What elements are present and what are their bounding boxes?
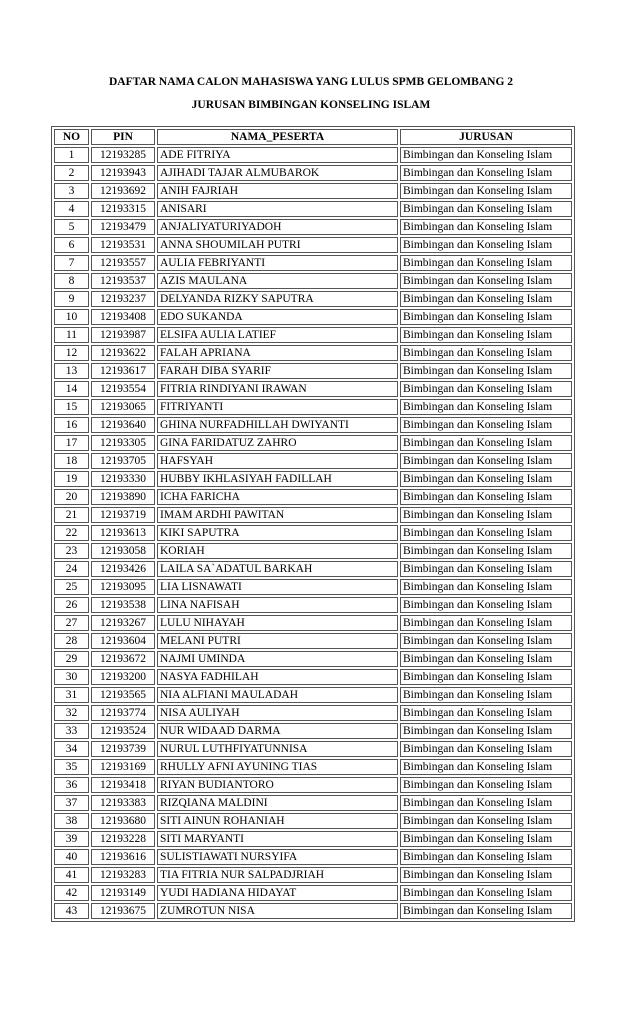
- row-pin: 12193058: [91, 543, 155, 559]
- row-no: 3: [54, 183, 89, 199]
- row-jurusan: Bimbingan dan Konseling Islam: [400, 453, 572, 469]
- row-no: 26: [54, 597, 89, 613]
- document-title: DAFTAR NAMA CALON MAHASISWA YANG LULUS SPMB GELOMBANG 2: [108, 76, 514, 88]
- table-row: [54, 867, 572, 883]
- row-jurusan: Bimbingan dan Konseling Islam: [400, 651, 572, 667]
- table-row: [54, 273, 572, 289]
- row-jurusan: Bimbingan dan Konseling Islam: [400, 327, 572, 343]
- row-nama-peserta: ANJALIYATURIYADOH: [157, 219, 398, 235]
- row-pin: 12193774: [91, 705, 155, 721]
- table-row: [54, 669, 572, 685]
- row-no: 17: [54, 435, 89, 451]
- row-no: 8: [54, 273, 89, 289]
- row-no: 22: [54, 525, 89, 541]
- row-nama-peserta: ICHA FARICHA: [157, 489, 398, 505]
- row-no: 1: [54, 147, 89, 163]
- row-pin: 12193987: [91, 327, 155, 343]
- row-no: 16: [54, 417, 89, 433]
- table-body: [54, 147, 572, 919]
- row-pin: 12193680: [91, 813, 155, 829]
- row-pin: 12193330: [91, 471, 155, 487]
- table-row: [54, 507, 572, 523]
- row-no: 18: [54, 453, 89, 469]
- header-no: NO: [54, 129, 89, 145]
- row-nama-peserta: FITRIA RINDIYANI IRAWAN: [157, 381, 398, 397]
- row-no: 43: [54, 903, 89, 919]
- row-jurusan: Bimbingan dan Konseling Islam: [400, 543, 572, 559]
- row-pin: 12193622: [91, 345, 155, 361]
- header-nama-peserta: NAMA_PESERTA: [157, 129, 398, 145]
- row-nama-peserta: GHINA NURFADHILLAH DWIYANTI: [157, 417, 398, 433]
- table-row: [54, 525, 572, 541]
- row-nama-peserta: AZIS MAULANA: [157, 273, 398, 289]
- row-nama-peserta: YUDI HADIANA HIDAYAT: [157, 885, 398, 901]
- row-nama-peserta: LULU NIHAYAH: [157, 615, 398, 631]
- row-jurusan: Bimbingan dan Konseling Islam: [400, 507, 572, 523]
- row-jurusan: Bimbingan dan Konseling Islam: [400, 561, 572, 577]
- row-nama-peserta: FALAH APRIANA: [157, 345, 398, 361]
- row-no: 20: [54, 489, 89, 505]
- table-row: [54, 399, 572, 415]
- table-row: [54, 795, 572, 811]
- row-nama-peserta: AULIA FEBRIYANTI: [157, 255, 398, 271]
- table-row: [54, 597, 572, 613]
- row-jurusan: Bimbingan dan Konseling Islam: [400, 903, 572, 919]
- row-no: 28: [54, 633, 89, 649]
- table-header-row: [54, 129, 572, 145]
- row-jurusan: Bimbingan dan Konseling Islam: [400, 399, 572, 415]
- row-jurusan: Bimbingan dan Konseling Islam: [400, 525, 572, 541]
- row-no: 25: [54, 579, 89, 595]
- row-no: 2: [54, 165, 89, 181]
- row-nama-peserta: NISA AULIYAH: [157, 705, 398, 721]
- header-pin: PIN: [91, 129, 155, 145]
- row-no: 13: [54, 363, 89, 379]
- row-nama-peserta: KORIAH: [157, 543, 398, 559]
- row-no: 10: [54, 309, 89, 325]
- row-no: 27: [54, 615, 89, 631]
- row-no: 15: [54, 399, 89, 415]
- row-jurusan: Bimbingan dan Konseling Islam: [400, 831, 572, 847]
- row-nama-peserta: NUR WIDAAD DARMA: [157, 723, 398, 739]
- row-pin: 12193095: [91, 579, 155, 595]
- row-pin: 12193705: [91, 453, 155, 469]
- row-pin: 12193616: [91, 849, 155, 865]
- table-row: [54, 543, 572, 559]
- row-no: 32: [54, 705, 89, 721]
- row-nama-peserta: KIKI SAPUTRA: [157, 525, 398, 541]
- row-no: 23: [54, 543, 89, 559]
- row-jurusan: Bimbingan dan Konseling Islam: [400, 381, 572, 397]
- row-no: 41: [54, 867, 89, 883]
- row-no: 39: [54, 831, 89, 847]
- row-no: 33: [54, 723, 89, 739]
- row-nama-peserta: NAJMI UMINDA: [157, 651, 398, 667]
- row-pin: 12193538: [91, 597, 155, 613]
- row-jurusan: Bimbingan dan Konseling Islam: [400, 579, 572, 595]
- row-pin: 12193315: [91, 201, 155, 217]
- table-row: [54, 615, 572, 631]
- row-jurusan: Bimbingan dan Konseling Islam: [400, 705, 572, 721]
- table-row: [54, 165, 572, 181]
- row-no: 5: [54, 219, 89, 235]
- row-pin: 12193149: [91, 885, 155, 901]
- row-jurusan: Bimbingan dan Konseling Islam: [400, 795, 572, 811]
- row-nama-peserta: ADE FITRIYA: [157, 147, 398, 163]
- row-pin: 12193739: [91, 741, 155, 757]
- row-no: 37: [54, 795, 89, 811]
- row-jurusan: Bimbingan dan Konseling Islam: [400, 489, 572, 505]
- table-row: [54, 417, 572, 433]
- table-row: [54, 813, 572, 829]
- row-nama-peserta: HAFSYAH: [157, 453, 398, 469]
- row-no: 34: [54, 741, 89, 757]
- row-pin: 12193237: [91, 291, 155, 307]
- table-row: [54, 777, 572, 793]
- table-row: [54, 741, 572, 757]
- row-pin: 12193617: [91, 363, 155, 379]
- row-nama-peserta: SITI MARYANTI: [157, 831, 398, 847]
- table-row: [54, 435, 572, 451]
- row-no: 31: [54, 687, 89, 703]
- row-pin: 12193613: [91, 525, 155, 541]
- row-no: 35: [54, 759, 89, 775]
- table-row: [54, 903, 572, 919]
- row-pin: 12193672: [91, 651, 155, 667]
- row-jurusan: Bimbingan dan Konseling Islam: [400, 777, 572, 793]
- table-row: [54, 237, 572, 253]
- row-nama-peserta: LAILA SA`ADATUL BARKAH: [157, 561, 398, 577]
- table-row: [54, 489, 572, 505]
- table-row: [54, 471, 572, 487]
- table-row: [54, 651, 572, 667]
- table-row: [54, 759, 572, 775]
- row-pin: 12193531: [91, 237, 155, 253]
- table-row: [54, 309, 572, 325]
- row-jurusan: Bimbingan dan Konseling Islam: [400, 273, 572, 289]
- row-pin: 12193418: [91, 777, 155, 793]
- row-pin: 12193169: [91, 759, 155, 775]
- row-no: 42: [54, 885, 89, 901]
- row-nama-peserta: AJIHADI TAJAR ALMUBAROK: [157, 165, 398, 181]
- table-row: [54, 831, 572, 847]
- row-jurusan: Bimbingan dan Konseling Islam: [400, 615, 572, 631]
- row-pin: 12193537: [91, 273, 155, 289]
- row-jurusan: Bimbingan dan Konseling Islam: [400, 723, 572, 739]
- row-jurusan: Bimbingan dan Konseling Islam: [400, 435, 572, 451]
- row-jurusan: Bimbingan dan Konseling Islam: [400, 669, 572, 685]
- row-jurusan: Bimbingan dan Konseling Islam: [400, 345, 572, 361]
- document-subtitle: JURUSAN BIMBINGAN KONSELING ISLAM: [191, 99, 431, 111]
- table-row: [54, 201, 572, 217]
- row-pin: 12193305: [91, 435, 155, 451]
- row-pin: 12193943: [91, 165, 155, 181]
- table-row: [54, 579, 572, 595]
- row-no: 14: [54, 381, 89, 397]
- table-row: [54, 291, 572, 307]
- row-no: 9: [54, 291, 89, 307]
- row-nama-peserta: NURUL LUTHFIYATUNNISA: [157, 741, 398, 757]
- table-row: [54, 255, 572, 271]
- row-jurusan: Bimbingan dan Konseling Islam: [400, 633, 572, 649]
- row-no: 29: [54, 651, 89, 667]
- row-no: 19: [54, 471, 89, 487]
- row-no: 4: [54, 201, 89, 217]
- row-pin: 12193692: [91, 183, 155, 199]
- table-row: [54, 561, 572, 577]
- row-pin: 12193283: [91, 867, 155, 883]
- row-nama-peserta: MELANI PUTRI: [157, 633, 398, 649]
- row-jurusan: Bimbingan dan Konseling Islam: [400, 219, 572, 235]
- row-no: 30: [54, 669, 89, 685]
- row-pin: 12193065: [91, 399, 155, 415]
- table-row: [54, 327, 572, 343]
- table-row: [54, 219, 572, 235]
- row-no: 36: [54, 777, 89, 793]
- table-row: [54, 633, 572, 649]
- row-nama-peserta: ZUMROTUN NISA: [157, 903, 398, 919]
- table-row: [54, 381, 572, 397]
- row-nama-peserta: IMAM ARDHI PAWITAN: [157, 507, 398, 523]
- row-no: 7: [54, 255, 89, 271]
- table-row: [54, 849, 572, 865]
- row-jurusan: Bimbingan dan Konseling Islam: [400, 309, 572, 325]
- row-nama-peserta: EDO SUKANDA: [157, 309, 398, 325]
- row-nama-peserta: SITI AINUN ROHANIAH: [157, 813, 398, 829]
- row-jurusan: Bimbingan dan Konseling Islam: [400, 741, 572, 757]
- table-row: [54, 345, 572, 361]
- row-jurusan: Bimbingan dan Konseling Islam: [400, 417, 572, 433]
- row-nama-peserta: LINA NAFISAH: [157, 597, 398, 613]
- table-row: [54, 687, 572, 703]
- row-jurusan: Bimbingan dan Konseling Islam: [400, 237, 572, 253]
- row-jurusan: Bimbingan dan Konseling Islam: [400, 597, 572, 613]
- row-jurusan: Bimbingan dan Konseling Islam: [400, 147, 572, 163]
- row-nama-peserta: NIA ALFIANI MAULADAH: [157, 687, 398, 703]
- row-pin: 12193426: [91, 561, 155, 577]
- row-no: 6: [54, 237, 89, 253]
- row-pin: 12193267: [91, 615, 155, 631]
- row-pin: 12193675: [91, 903, 155, 919]
- row-pin: 12193228: [91, 831, 155, 847]
- row-pin: 12193565: [91, 687, 155, 703]
- row-nama-peserta: GINA FARIDATUZ ZAHRO: [157, 435, 398, 451]
- row-jurusan: Bimbingan dan Konseling Islam: [400, 165, 572, 181]
- table-row: [54, 147, 572, 163]
- row-no: 12: [54, 345, 89, 361]
- row-jurusan: Bimbingan dan Konseling Islam: [400, 849, 572, 865]
- row-pin: 12193285: [91, 147, 155, 163]
- row-pin: 12193200: [91, 669, 155, 685]
- row-pin: 12193557: [91, 255, 155, 271]
- row-pin: 12193640: [91, 417, 155, 433]
- row-nama-peserta: ANNA SHOUMILAH PUTRI: [157, 237, 398, 253]
- row-nama-peserta: RIYAN BUDIANTORO: [157, 777, 398, 793]
- row-jurusan: Bimbingan dan Konseling Islam: [400, 201, 572, 217]
- participant-table: [51, 126, 575, 922]
- row-no: 21: [54, 507, 89, 523]
- row-nama-peserta: RHULLY AFNI AYUNING TIAS: [157, 759, 398, 775]
- row-no: 40: [54, 849, 89, 865]
- row-pin: 12193524: [91, 723, 155, 739]
- row-jurusan: Bimbingan dan Konseling Islam: [400, 255, 572, 271]
- row-nama-peserta: HUBBY IKHLASIYAH FADILLAH: [157, 471, 398, 487]
- row-jurusan: Bimbingan dan Konseling Islam: [400, 687, 572, 703]
- row-nama-peserta: ANISARI: [157, 201, 398, 217]
- row-jurusan: Bimbingan dan Konseling Islam: [400, 759, 572, 775]
- table-row: [54, 453, 572, 469]
- header-jurusan: JURUSAN: [400, 129, 572, 145]
- row-nama-peserta: ANIH FAJRIAH: [157, 183, 398, 199]
- table-row: [54, 705, 572, 721]
- row-nama-peserta: LIA LISNAWATI: [157, 579, 398, 595]
- row-nama-peserta: FITRIYANTI: [157, 399, 398, 415]
- row-pin: 12193890: [91, 489, 155, 505]
- row-jurusan: Bimbingan dan Konseling Islam: [400, 867, 572, 883]
- row-jurusan: Bimbingan dan Konseling Islam: [400, 813, 572, 829]
- row-nama-peserta: TIA FITRIA NUR SALPADJRIAH: [157, 867, 398, 883]
- row-pin: 12193408: [91, 309, 155, 325]
- row-pin: 12193479: [91, 219, 155, 235]
- row-pin: 12193719: [91, 507, 155, 523]
- table-row: [54, 885, 572, 901]
- row-nama-peserta: ELSIFA AULIA LATIEF: [157, 327, 398, 343]
- table-row: [54, 723, 572, 739]
- row-jurusan: Bimbingan dan Konseling Islam: [400, 291, 572, 307]
- row-jurusan: Bimbingan dan Konseling Islam: [400, 471, 572, 487]
- row-jurusan: Bimbingan dan Konseling Islam: [400, 363, 572, 379]
- row-no: 24: [54, 561, 89, 577]
- table-row: [54, 363, 572, 379]
- row-pin: 12193554: [91, 381, 155, 397]
- row-nama-peserta: DELYANDA RIZKY SAPUTRA: [157, 291, 398, 307]
- row-pin: 12193604: [91, 633, 155, 649]
- row-no: 38: [54, 813, 89, 829]
- row-nama-peserta: FARAH DIBA SYARIF: [157, 363, 398, 379]
- row-nama-peserta: SULISTIAWATI NURSYIFA: [157, 849, 398, 865]
- row-nama-peserta: NASYA FADHILAH: [157, 669, 398, 685]
- row-pin: 12193383: [91, 795, 155, 811]
- table-row: [54, 183, 572, 199]
- row-jurusan: Bimbingan dan Konseling Islam: [400, 885, 572, 901]
- row-nama-peserta: RIZQIANA MALDINI: [157, 795, 398, 811]
- row-jurusan: Bimbingan dan Konseling Islam: [400, 183, 572, 199]
- row-no: 11: [54, 327, 89, 343]
